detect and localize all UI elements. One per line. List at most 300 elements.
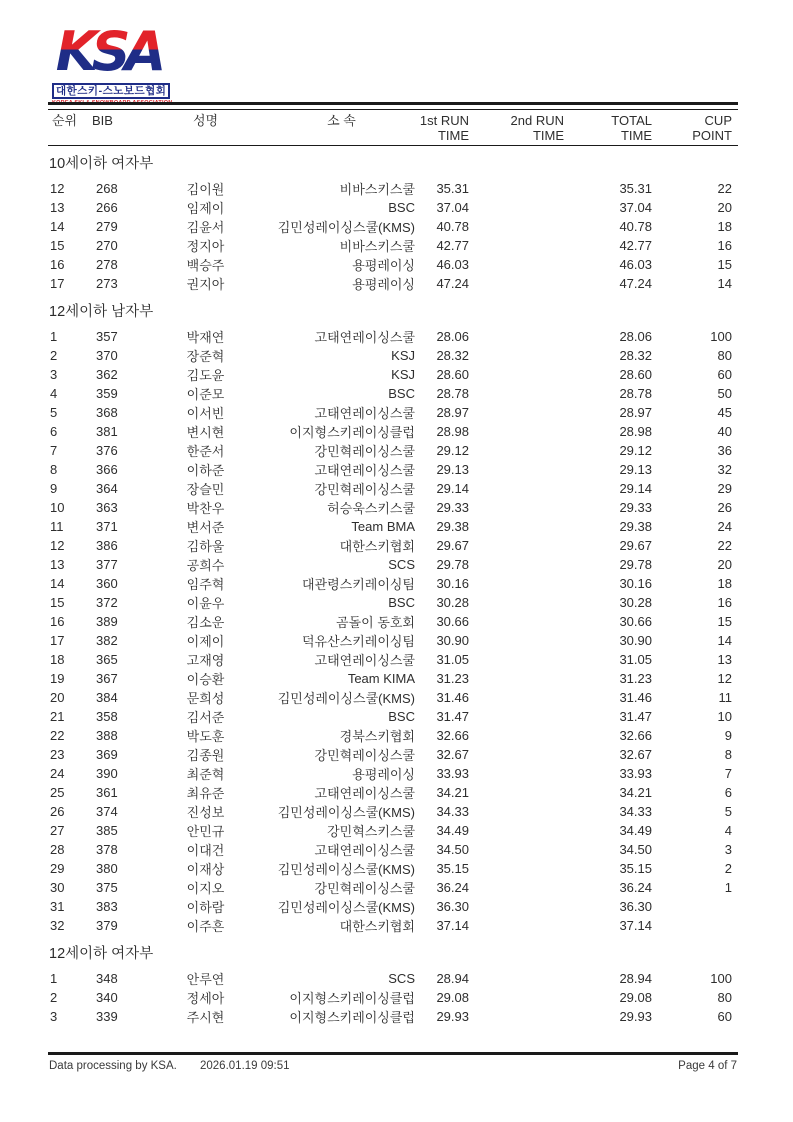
- table-row: [48, 916, 738, 935]
- bib-cell: 364: [96, 481, 118, 496]
- ksa-logo-letters: KSA: [55, 20, 161, 76]
- run1-time-cell: 29.14: [436, 481, 469, 496]
- cup-point-cell: 16: [717, 238, 732, 253]
- table-row: [48, 802, 738, 821]
- section-rows: [48, 969, 738, 1026]
- run1-time-cell: 28.94: [436, 971, 469, 986]
- affiliation-cell: BSC: [388, 709, 415, 724]
- name-cell: 문희성: [186, 691, 225, 706]
- name-cell: 안루연: [186, 972, 225, 987]
- table-row: [48, 498, 738, 517]
- name-cell: 이준모: [186, 387, 225, 402]
- affiliation-cell: 강민혁레이싱스쿨: [314, 748, 415, 763]
- cup-point-cell: 80: [717, 348, 732, 363]
- run1-time-cell: 34.21: [436, 785, 469, 800]
- affiliation-cell: 용평레이싱: [352, 767, 415, 782]
- bib-cell: 381: [96, 424, 118, 439]
- total-time-cell: 28.97: [619, 405, 652, 420]
- cup-point-cell: 45: [717, 405, 732, 420]
- name-cell: 김윤서: [186, 220, 225, 235]
- affiliation-cell: 대한스키협회: [339, 919, 415, 934]
- name-header: 성명: [192, 113, 219, 128]
- run1-time-cell: 34.33: [436, 804, 469, 819]
- bib-cell: 368: [96, 405, 118, 420]
- cup-point-cell: 80: [717, 990, 732, 1005]
- bib-cell: 370: [96, 348, 118, 363]
- affiliation-cell: 비바스키스쿨: [339, 239, 415, 254]
- rank-cell: 18: [50, 652, 65, 667]
- rank-cell: 27: [50, 823, 65, 838]
- run1-time-cell: 28.78: [436, 386, 469, 401]
- bib-cell: 372: [96, 595, 118, 610]
- name-cell: 공희수: [186, 558, 225, 573]
- run1-time-cell: 31.47: [436, 709, 469, 724]
- run1-time-cell: 31.23: [436, 671, 469, 686]
- rank-cell: 17: [50, 633, 65, 648]
- rank-cell: 21: [50, 709, 65, 724]
- table-row: [48, 688, 738, 707]
- cup-point-cell: 16: [717, 595, 732, 610]
- rank-cell: 15: [50, 238, 65, 253]
- table-row: [48, 422, 738, 441]
- rank-cell: 28: [50, 842, 65, 857]
- run1-time-cell: 36.30: [436, 899, 469, 914]
- name-cell: 박도훈: [186, 729, 225, 744]
- cup-point-cell: 32: [717, 462, 732, 477]
- name-cell: 이서빈: [186, 406, 225, 421]
- affiliation-cell: 고태연레이싱스쿨: [314, 653, 415, 668]
- cup-point-cell: 20: [717, 557, 732, 572]
- total-time-cell: 35.15: [619, 861, 652, 876]
- name-cell: 박찬우: [186, 501, 225, 516]
- name-cell: 최유준: [186, 786, 225, 801]
- cup-point-cell: 60: [717, 367, 732, 382]
- rank-cell: 4: [50, 386, 58, 401]
- rank-header: 순위: [52, 113, 78, 128]
- affiliation-cell: 용평레이싱: [352, 258, 415, 273]
- footer: [48, 1060, 738, 1076]
- total-time-cell: 29.38: [619, 519, 652, 534]
- total-time-cell: 28.94: [619, 971, 652, 986]
- bib-cell: 365: [96, 652, 118, 667]
- run1-time-cell: 35.31: [436, 181, 469, 196]
- run1-time-cell: 30.90: [436, 633, 469, 648]
- rank-cell: 13: [50, 557, 65, 572]
- name-cell: 백승주: [186, 258, 225, 273]
- bib-cell: 266: [96, 200, 118, 215]
- table-row: [48, 365, 738, 384]
- total-time-cell: 31.05: [619, 652, 652, 667]
- top-thin-rule: [48, 109, 738, 110]
- run1-time-cell: 28.97: [436, 405, 469, 420]
- name-cell: 이재상: [186, 862, 225, 877]
- affiliation-cell: BSC: [388, 200, 415, 215]
- table-row: [48, 217, 738, 236]
- bib-cell: 340: [96, 990, 118, 1005]
- cup-point-cell: 29: [717, 481, 732, 496]
- bib-header: BIB: [92, 113, 113, 128]
- rank-cell: 31: [50, 899, 65, 914]
- total-time-cell: 46.03: [619, 257, 652, 272]
- name-cell: 임주혁: [186, 577, 225, 592]
- table-row: [48, 764, 738, 783]
- name-cell: 주시현: [186, 1010, 225, 1025]
- affiliation-cell: 고태연레이싱스쿨: [314, 843, 415, 858]
- cup-point-cell: 9: [724, 728, 732, 743]
- run1-time-cell: 40.78: [436, 219, 469, 234]
- section-rows: [48, 327, 738, 935]
- run1-time-cell: 37.14: [436, 918, 469, 933]
- age-group-section: [48, 300, 738, 935]
- bib-cell: 385: [96, 823, 118, 838]
- table-row: [48, 821, 738, 840]
- total-time-cell: 28.98: [619, 424, 652, 439]
- cup-point-cell: 24: [717, 519, 732, 534]
- cup-point-cell: 18: [717, 219, 732, 234]
- run1-time-cell: 29.33: [436, 500, 469, 515]
- total-time-cell: 31.47: [619, 709, 652, 724]
- bib-cell: 384: [96, 690, 118, 705]
- bib-cell: 390: [96, 766, 118, 781]
- cup-point-cell: 1: [724, 880, 732, 895]
- cup-point-cell: 4: [724, 823, 732, 838]
- bib-cell: 378: [96, 842, 118, 857]
- bib-cell: 360: [96, 576, 118, 591]
- bib-cell: 376: [96, 443, 118, 458]
- name-cell: 임제이: [186, 201, 225, 216]
- total-time-cell: 36.30: [619, 899, 652, 914]
- affiliation-cell: 용평레이싱: [352, 277, 415, 292]
- name-cell: 권지아: [186, 277, 225, 292]
- table-row: [48, 745, 738, 764]
- bib-cell: 369: [96, 747, 118, 762]
- cup-point-cell: 60: [717, 1009, 732, 1024]
- affiliation-cell: 대한스키협회: [339, 539, 415, 554]
- table-row: [48, 1007, 738, 1026]
- run1-time-cell: 34.49: [436, 823, 469, 838]
- table-row: [48, 403, 738, 422]
- run1-time-cell: 46.03: [436, 257, 469, 272]
- affiliation-cell: 이지형스키레이싱클럽: [289, 991, 415, 1006]
- bib-cell: 366: [96, 462, 118, 477]
- bib-cell: 357: [96, 329, 118, 344]
- footer-rule: [48, 1052, 738, 1055]
- age-group-section: [48, 152, 738, 293]
- table-row: [48, 179, 738, 198]
- table-row: [48, 327, 738, 346]
- bib-cell: 359: [96, 386, 118, 401]
- table-row: [48, 346, 738, 365]
- table-row: [48, 574, 738, 593]
- table-row: [48, 198, 738, 217]
- rank-cell: 8: [50, 462, 58, 477]
- name-cell: 고재영: [186, 653, 225, 668]
- table-row: [48, 707, 738, 726]
- cup-point-cell: 22: [717, 181, 732, 196]
- affiliation-cell: Team KIMA: [347, 671, 415, 686]
- footer-timestamp: 2026.01.19 09:51: [200, 1060, 290, 1072]
- total-time-cell: 28.78: [619, 386, 652, 401]
- total-time-cell: 36.24: [619, 880, 652, 895]
- affiliation-cell: 고태연레이싱스쿨: [314, 463, 415, 478]
- affiliation-cell: 김민성레이싱스쿨(KMS): [277, 900, 415, 915]
- cup-point-cell: 20: [717, 200, 732, 215]
- cup-point-cell: 22: [717, 538, 732, 553]
- total-time-cell: 47.24: [619, 276, 652, 291]
- cup-point-cell: 15: [717, 614, 732, 629]
- total-time-cell: 34.21: [619, 785, 652, 800]
- name-cell: 이대건: [186, 843, 225, 858]
- run1-time-cell: 42.77: [436, 238, 469, 253]
- total-time-cell: 35.31: [619, 181, 652, 196]
- name-cell: 김서준: [186, 710, 225, 725]
- total-time-cell: 28.60: [619, 367, 652, 382]
- table-row: [48, 988, 738, 1007]
- bib-cell: 389: [96, 614, 118, 629]
- cup-point-cell: 13: [717, 652, 732, 667]
- bib-cell: 339: [96, 1009, 118, 1024]
- bib-cell: 383: [96, 899, 118, 914]
- run1-time-cell: 35.15: [436, 861, 469, 876]
- total-time-cell: 37.14: [619, 918, 652, 933]
- bib-cell: 363: [96, 500, 118, 515]
- section-title: 12세이하 여자부: [49, 946, 154, 962]
- rank-cell: 12: [50, 538, 65, 553]
- name-cell: 안민규: [186, 824, 225, 839]
- affiliation-cell: 강민혁레이싱스쿨: [314, 444, 415, 459]
- affiliation-cell: 덕유산스키레이싱팀: [301, 634, 415, 649]
- run1-time-cell: 30.28: [436, 595, 469, 610]
- table-row: [48, 669, 738, 688]
- table-row: [48, 236, 738, 255]
- table-row: [48, 517, 738, 536]
- affiliation-cell: 고태연레이싱스쿨: [314, 406, 415, 421]
- cup-point-cell: 12: [717, 671, 732, 686]
- rank-cell: 16: [50, 614, 65, 629]
- ksa-logo-korean-name: 대한스키-스노보드협회: [52, 83, 170, 99]
- rank-cell: 14: [50, 219, 65, 234]
- cup-point-cell: 5: [724, 804, 732, 819]
- top-thick-rule: [48, 102, 738, 105]
- bib-cell: 268: [96, 181, 118, 196]
- total-time-cell: 30.90: [619, 633, 652, 648]
- bib-cell: 386: [96, 538, 118, 553]
- rank-cell: 20: [50, 690, 65, 705]
- affiliation-cell: 김민성레이싱스쿨(KMS): [277, 691, 415, 706]
- run1-time-cell: 29.13: [436, 462, 469, 477]
- rank-cell: 1: [50, 971, 58, 986]
- table-row: [48, 593, 738, 612]
- ksa-logo: [52, 20, 182, 106]
- total-time-cell: 30.16: [619, 576, 652, 591]
- table-row: [48, 460, 738, 479]
- run1-time-cell: 28.06: [436, 329, 469, 344]
- total-time-cell: 29.33: [619, 500, 652, 515]
- name-cell: 장슬민: [186, 482, 225, 497]
- bib-cell: 379: [96, 918, 118, 933]
- rank-cell: 22: [50, 728, 65, 743]
- affiliation-cell: SCS: [388, 557, 415, 572]
- name-cell: 최준혁: [186, 767, 225, 782]
- cup-point-cell: 36: [717, 443, 732, 458]
- bib-cell: 358: [96, 709, 118, 724]
- rank-cell: 11: [50, 519, 64, 534]
- bib-cell: 377: [96, 557, 118, 572]
- total-time-cell: 32.67: [619, 747, 652, 762]
- age-group-section: [48, 942, 738, 1026]
- ksa-logo-icon: [52, 20, 164, 76]
- table-row: [48, 631, 738, 650]
- affiliation-cell: 김민성레이싱스쿨(KMS): [277, 862, 415, 877]
- total-time-cell: 30.66: [619, 614, 652, 629]
- rank-cell: 30: [50, 880, 65, 895]
- cup-point-cell: 14: [717, 276, 732, 291]
- run1-time-cell: 31.05: [436, 652, 469, 667]
- run1-time-cell: 34.50: [436, 842, 469, 857]
- rank-cell: 29: [50, 861, 65, 876]
- affiliation-cell: 이지형스키레이싱클럽: [289, 1010, 415, 1025]
- table-row: [48, 612, 738, 631]
- name-cell: 김하울: [186, 539, 225, 554]
- run1-time-cell: 32.67: [436, 747, 469, 762]
- total-time-cell: 33.93: [619, 766, 652, 781]
- rank-cell: 32: [50, 918, 65, 933]
- bib-cell: 270: [96, 238, 118, 253]
- table-row: [48, 384, 738, 403]
- name-cell: 변시현: [186, 425, 225, 440]
- name-cell: 이승환: [186, 672, 225, 687]
- total-time-cell: 29.78: [619, 557, 652, 572]
- bib-cell: 273: [96, 276, 118, 291]
- affiliation-cell: 김민성레이싱스쿨(KMS): [277, 805, 415, 820]
- name-cell: 정세아: [186, 991, 225, 1006]
- affiliation-cell: 허승욱스키스쿨: [327, 501, 415, 516]
- total-time-cell: 34.50: [619, 842, 652, 857]
- name-cell: 이윤우: [186, 596, 225, 611]
- total-time-cell: 30.28: [619, 595, 652, 610]
- rank-cell: 3: [50, 367, 58, 382]
- rank-cell: 13: [50, 200, 65, 215]
- total-time-cell: 31.23: [619, 671, 652, 686]
- run1-time-cell: 29.12: [436, 443, 469, 458]
- table-row: [48, 969, 738, 988]
- affiliation-cell: 곰돌이 동호회: [336, 615, 415, 630]
- rank-cell: 15: [50, 595, 65, 610]
- bib-cell: 375: [96, 880, 118, 895]
- cup-point-cell: 2: [724, 861, 732, 876]
- affiliation-cell: KSJ: [391, 367, 415, 382]
- run1-time-cell: 47.24: [436, 276, 469, 291]
- cup-point-cell: 40: [717, 424, 732, 439]
- name-cell: 김소운: [186, 615, 225, 630]
- cup-point-cell: 10: [717, 709, 732, 724]
- name-cell: 변서준: [186, 520, 225, 535]
- name-cell: 장준혁: [186, 349, 225, 364]
- name-cell: 이제이: [186, 634, 225, 649]
- rank-cell: 1: [50, 329, 58, 344]
- bib-cell: 380: [96, 861, 118, 876]
- name-cell: 이지오: [186, 881, 225, 896]
- rank-cell: 26: [50, 804, 65, 819]
- total-time-cell: 29.13: [619, 462, 652, 477]
- bib-cell: 382: [96, 633, 118, 648]
- name-cell: 정지아: [186, 239, 225, 254]
- table-row: [48, 536, 738, 555]
- rank-cell: 24: [50, 766, 65, 781]
- cup-point-cell: 11: [718, 690, 732, 705]
- rank-cell: 12: [50, 181, 65, 196]
- name-cell: 이하람: [186, 900, 225, 915]
- table-row: [48, 783, 738, 802]
- table-header-row: [48, 113, 738, 143]
- rank-cell: 19: [50, 671, 65, 686]
- cup-point-cell: 26: [717, 500, 732, 515]
- run1-time-cell: 28.98: [436, 424, 469, 439]
- results-body: [48, 150, 738, 1026]
- rank-cell: 16: [50, 257, 65, 272]
- bib-cell: 367: [96, 671, 118, 686]
- cup-point-cell: 8: [724, 747, 732, 762]
- affiliation-cell: 고태연레이싱스쿨: [314, 786, 415, 801]
- name-cell: 진성보: [186, 805, 225, 820]
- total-time-cell: 28.32: [619, 348, 652, 363]
- rank-cell: 6: [50, 424, 58, 439]
- run1-time-cell: 28.60: [436, 367, 469, 382]
- bib-cell: 348: [96, 971, 118, 986]
- table-row: [48, 897, 738, 916]
- footer-credit: Data processing by KSA.: [49, 1060, 177, 1072]
- table-row: [48, 878, 738, 897]
- cup-point-cell: 18: [717, 576, 732, 591]
- name-cell: 이하준: [186, 463, 225, 478]
- cup-point-cell: 50: [717, 386, 732, 401]
- cup-point-cell: 6: [724, 785, 732, 800]
- bib-cell: 371: [96, 519, 118, 534]
- bib-cell: 374: [96, 804, 118, 819]
- total-time-cell: 31.46: [619, 690, 652, 705]
- total-time-cell: 29.08: [619, 990, 652, 1005]
- total-time-cell: 34.49: [619, 823, 652, 838]
- affiliation-cell: 이지형스키레이싱클럽: [289, 425, 415, 440]
- rank-cell: 17: [50, 276, 65, 291]
- run1-time-cell: 33.93: [436, 766, 469, 781]
- cup-point-header: CUP POINT: [692, 113, 732, 143]
- affiliation-cell: BSC: [388, 595, 415, 610]
- cup-point-cell: 100: [710, 971, 732, 986]
- run1-time-cell: 29.78: [436, 557, 469, 572]
- affiliation-cell: BSC: [388, 386, 415, 401]
- rank-cell: 5: [50, 405, 58, 420]
- total-time-cell: 29.14: [619, 481, 652, 496]
- run1-time-cell: 37.04: [436, 200, 469, 215]
- table-row: [48, 274, 738, 293]
- table-row: [48, 726, 738, 745]
- affiliation-cell: 강민혁레이싱스쿨: [314, 482, 415, 497]
- total-time-cell: 29.93: [619, 1009, 652, 1024]
- header-underline-rule: [48, 145, 738, 146]
- affiliation-cell: 경북스키협회: [339, 729, 415, 744]
- cup-point-cell: 100: [710, 329, 732, 344]
- section-title: 10세이하 여자부: [49, 156, 154, 172]
- total-time-cell: 34.33: [619, 804, 652, 819]
- run1-time-cell: 31.46: [436, 690, 469, 705]
- footer-page-number: Page 4 of 7: [678, 1060, 737, 1072]
- affiliation-cell: 비바스키스쿨: [339, 182, 415, 197]
- affiliation-cell: Team BMA: [351, 519, 415, 534]
- cup-point-cell: 14: [717, 633, 732, 648]
- affiliation-cell: 강민혁레이싱스쿨: [314, 881, 415, 896]
- rank-cell: 2: [50, 348, 58, 363]
